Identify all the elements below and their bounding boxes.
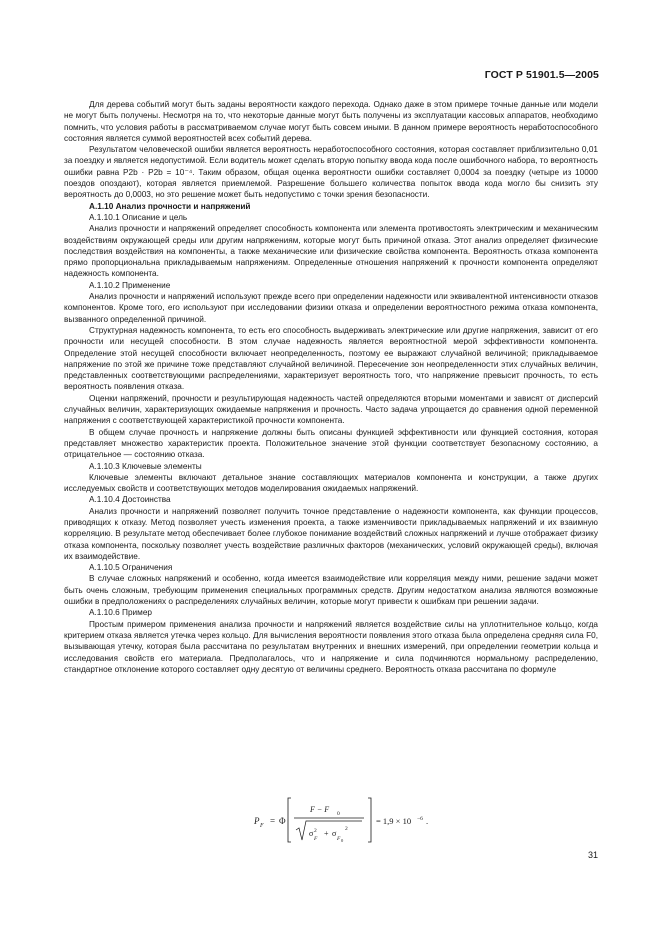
paragraph: Анализ прочности и напряжений позволяет получить точное представление о надежности компонента, как функции процессов, приводящих к отказу. Метод позволяет учесть изменения проекта, а также изменчивости прикладываемых напряжений и их взаимную корреляцию. В результате метод обеспечивает более глубокое понимание воздействий сложных напряжений и лучше отображает физику отказа компонента, поскольку позволяет учесть воздействие различных факторов (механических, условий окружающей среды), включая их взаимодействие. [64, 506, 598, 561]
subsection-heading: А.1.10.3 Ключевые элементы [89, 461, 202, 471]
formula-lhs: P [254, 816, 260, 826]
page-number: 31 [587, 850, 598, 860]
subsection-heading: А.1.10.2 Применение [89, 280, 171, 290]
paragraph: Для дерева событий могут быть заданы вероятности каждого перехода. Однако даже в этом примере точные данные или модели не могут быть получены. Несмотря на то, что некоторые данные могут быть получены из эксплуатации кассовых аппаратов, необходимо помнить, что условия работы в рассматриваемом случае могут быть совсем иными. В данном примере вероятность неработоспособного состояния является суммой вероятностей всех событий дерева. [64, 100, 598, 143]
formula-numerator-sub: 0 [337, 811, 340, 817]
paragraph: Анализ прочности и напряжений используют прежде всего при определении надежности или эквивалентной интенсивности отказов компонентов. Кроме того, его используют при исследовании физики отказа и определении вероятностного режима отказа компонента, вызванного определенной причиной. [64, 292, 598, 324]
sub-F0: F [337, 836, 341, 842]
sub-0: 0 [341, 838, 344, 843]
standard-designation: ГОСТ Р 51901.5—2005 [484, 69, 599, 81]
formula-lhs-sub: F [260, 823, 264, 829]
subsection-heading: А.1.10.5 Ограничения [89, 563, 173, 573]
body-text [64, 99, 598, 675]
paragraph: Анализ прочности и напряжений определяет способность компонента или элемента противостоять электрическим и механическим воздействиям окружающей среды или другим напряжениям, которые могут быть причиной отказа. Этот анализ определяет физические последствия воздействия на компоненты, а также механические или физические свойства компонента. Вероятность отказа компонента прямо пропорциональна прикладываемым напряжениям. Определенные отношения напряжений к прочности компонента определяют надежность компонента. [64, 224, 598, 279]
section-heading: А.1.10 Анализ прочности и напряжений [89, 201, 251, 211]
subsection-heading: А.1.10.6 Пример [89, 608, 152, 618]
paragraph: В случае сложных напряжений и особенно, когда имеется взаимодействие или корреляция между ними, решение задачи может быть очень сложным, требующим применения специальных программных средств. Другим недостатком анализа являются возможные ошибки в предположениях о распределениях случайных величин, которые могут привести к ошибкам при решении задачи. [64, 574, 598, 607]
sub-F: F [314, 836, 318, 842]
sq-2: 2 [345, 826, 348, 832]
plus-sign: + [324, 829, 329, 838]
paragraph: В общем случае прочность и напряжение должны быть описаны функцией эффективности или функцией состояния, которая представляет множество характеристик проекта. Положительное значение этой функции соответствует безопасному состоянию, а отрицательное — состоянию отказа. [64, 427, 598, 460]
left-bracket [288, 798, 291, 842]
sqrt-sign [296, 821, 362, 840]
right-bracket [368, 798, 371, 842]
formula-equals: = [270, 816, 276, 826]
formula-numerator: F − F [310, 805, 330, 814]
paragraph: Структурная надежность компонента, то есть его способность выдерживать электрические или другие напряжения, зависит от его прочности или несущей способности. В этом случае надежность является вероятностной мерой эффективности компонента. Определение этой несущей способности включает неопределенность, поэтому ее выражают случайной величиной; прикладываемое напряжение по этой же причине тоже представляют случайной величиной. Пересечение зон неопределенности этих случайных величин, представленных соответствующими распределениями, характеризует вероятность того, что напряжение превысит прочность, то есть вероятность появления отказа. [64, 325, 598, 392]
sigma-2: σ [332, 829, 337, 838]
subsection-heading: А.1.10.1 Описание и цель [89, 212, 188, 222]
sq-1: 2 [314, 828, 317, 834]
formula-dot: . [426, 816, 429, 826]
sigma-1: σ [309, 829, 314, 838]
paragraph: Оценки напряжений, прочности и результирующая надежность частей определяются вторыми моментами и зависят от дисперсий случайных величин, характеризующих ожидаемые напряжения и прочность. Часто задача упрощается до сравнения одной переменной напряжения с соответствующей характеристикой прочности компонента. [64, 393, 598, 426]
formula-phi: Φ [279, 816, 286, 826]
formula-result-exp: −6 [417, 816, 423, 822]
formula-result: = 1,9 × 10 [376, 816, 412, 826]
probability-formula [250, 794, 430, 846]
paragraph: Ключевые элементы включают детальное знание составляющих материалов компонента и конструкции, а также других исследуемых свойств и соответствующих методов моделирования ожидаемых напряжений. [64, 472, 598, 494]
paragraph: Простым примером применения анализа прочности и напряжений является воздействие силы на уплотнительное кольцо, когда критерием отказа является утечка через кольцо. Для вычисления вероятности появления этого отказа была определена средняя сила F0, вызывающая утечку, которая была рассчитана по результатам внутренних и внешних измерений, при определении геометрии кольца и исследования свойств его материала. Предполагалось, что и напряжение и сила подчиняются нормальному распределению, стандартное отклонение которого составляет одну десятую от величины среднего. Вероятность отказа рассчитана по формуле [64, 619, 598, 674]
subsection-heading: А.1.10.4 Достоинства [89, 495, 171, 505]
paragraph: Результатом человеческой ошибки является вероятность неработоспособного состояния, которая составляет приблизительно 0,01 за поездку и является недопустимой. Если водитель может сделать вторую попытку ввода кода после ошибочного набора, то вероятность ошибки равна P2b · P2b = 10⁻⁴. Таким образом, общая оценка вероятности ошибки составляет 0,0004 за поездку (четыре из 10000 поездов опоздают), которая является приемлемой. Разрешение большего количества попыток ввода кода могло бы снизить эту вероятность до 0,0003, но это решение может быть недопустимо с точки зрения безопасности. [64, 145, 598, 200]
